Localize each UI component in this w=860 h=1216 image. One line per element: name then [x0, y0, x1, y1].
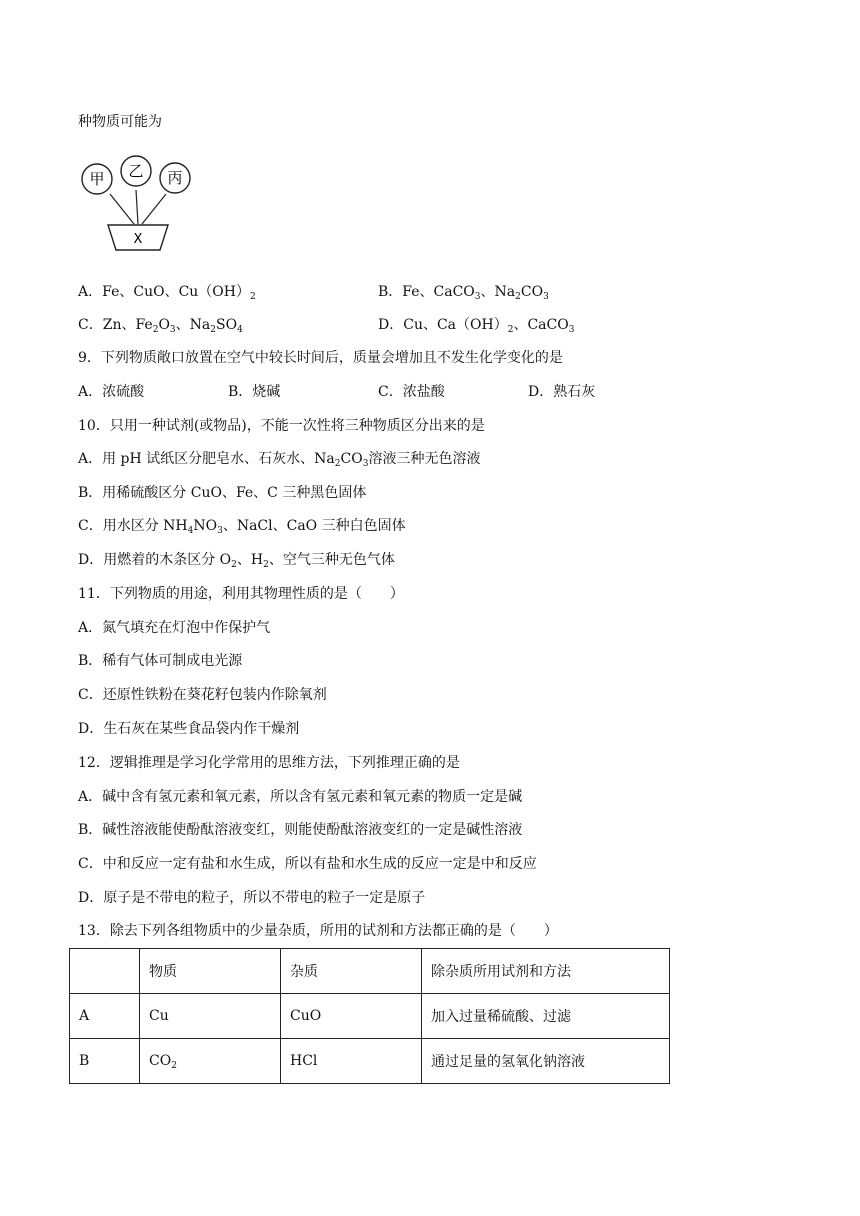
q11-option-a: A．氮气填充在灯泡中作保护气: [78, 620, 271, 636]
q11-option-b: B．稀有气体可制成电光源: [78, 653, 243, 669]
q12-option-c: C．中和反应一定有盐和水生成，所以有盐和水生成的反应一定是中和反应: [78, 856, 537, 872]
apparatus-diagram: [78, 152, 198, 262]
table-cell: [70, 949, 140, 994]
q10-option-c: C．用水区分 $NH_4NO_3$、NaCl、CaO 三种白色固体: [78, 518, 406, 536]
q13-stem: 13．除去下列各组物质中的少量杂质，所用的试剂和方法都正确的是（ ）: [78, 923, 558, 939]
table-row: [70, 1039, 670, 1084]
table-cell: B: [70, 1039, 140, 1084]
q12-option-d: D．原子是不带电的粒子，所以不带电的粒子一定是原子: [78, 890, 426, 906]
q9-option-a: A．浓硫酸: [78, 384, 145, 400]
q8-option-a: A．Fe、CuO、$Cu(OH)_2$: [78, 284, 256, 302]
q8-option-b: B．Fe、CaCO$_3$、$Na_2CO_3$: [378, 284, 549, 302]
circle-yi-label: 乙: [128, 162, 144, 180]
table-cell: CuO: [281, 994, 422, 1039]
table-cell: A: [70, 994, 140, 1039]
q9-option-b: B．烧碱: [228, 384, 281, 400]
q11-option-c: C．还原性铁粉在葵花籽包装内作除氧剂: [78, 687, 327, 703]
q10-option-b: B．用稀硫酸区分 CuO、Fe、C 三种黑色固体: [78, 485, 367, 501]
table-header-impurity: 杂质: [281, 949, 422, 994]
table-header-row: [70, 949, 670, 994]
impurity-table: [69, 948, 670, 1084]
table-cell: $CO_2$: [140, 1039, 281, 1084]
q8-option-d: D．Cu、$Ca(OH)_2$、CaCO$_3$: [378, 317, 575, 335]
container-x-label: X: [133, 232, 143, 247]
table-header-method: 除杂质所用试剂和方法: [422, 949, 670, 994]
table-cell: 加入过量稀硫酸、过滤: [422, 994, 670, 1039]
q8-option-c: C．Zn、$Fe_2O_3$、$Na_2SO_4$: [78, 317, 243, 335]
q11-stem: 11．下列物质的用途，利用其物理性质的是（ ）: [78, 586, 404, 602]
q10-option-d: D．用燃着的木条区分 $O_2$、$H_2$、空气三种无色气体: [78, 552, 395, 570]
q9-stem: 9．下列物质敞口放置在空气中较长时间后，质量会增加且不发生化学变化的是: [78, 350, 563, 366]
table-header-substance: 物质: [140, 949, 281, 994]
table-cell: HCl: [281, 1039, 422, 1084]
table-cell: Cu: [140, 994, 281, 1039]
circle-jia-label: 甲: [89, 170, 105, 188]
circle-bing-label: 丙: [167, 169, 183, 187]
table-row: [70, 994, 670, 1039]
q9-option-d: D．熟石灰: [528, 384, 596, 400]
q12-option-b: B．碱性溶液能使酚酞溶液变红，则能使酚酞溶液变红的一定是碱性溶液: [78, 822, 523, 838]
question-intro-text: 种物质可能为: [78, 114, 162, 130]
q12-option-a: A．碱中含有氢元素和氧元素，所以含有氢元素和氧元素的物质一定是碱: [78, 789, 523, 805]
q9-option-c: C．浓盐酸: [378, 384, 445, 400]
q11-option-d: D．生石灰在某些食品袋内作干燥剂: [78, 721, 300, 737]
q10-stem: 10．只用一种试剂(或物品)，不能一次性将三种物质区分出来的是: [78, 418, 485, 434]
table-cell: 通过足量的氢氧化钠溶液: [422, 1039, 670, 1084]
q10-option-a: A．用 pH 试纸区分肥皂水、石灰水、$Na_2CO_3$溶液三种无色溶液: [78, 451, 481, 469]
q12-stem: 12．逻辑推理是学习化学常用的思维方法，下列推理正确的是: [78, 755, 460, 771]
